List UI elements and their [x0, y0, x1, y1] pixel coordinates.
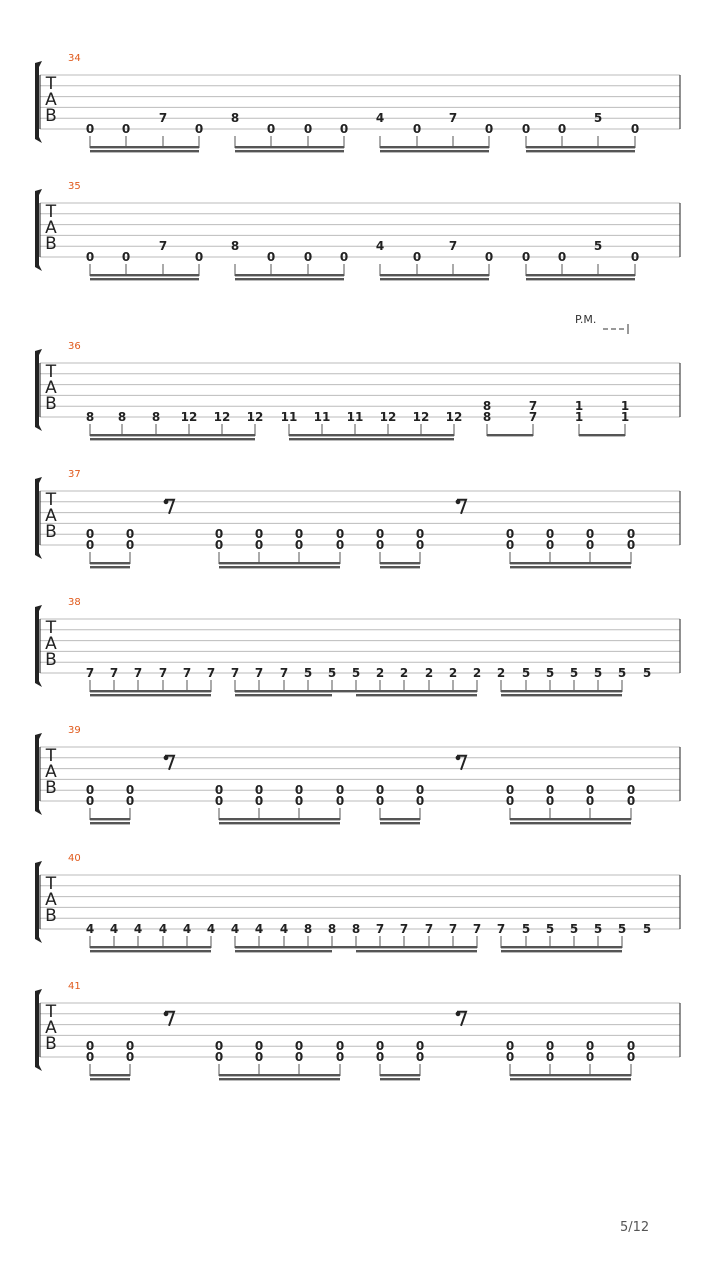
fret-number: 7 [158, 111, 168, 126]
tab-system-34 [35, 53, 680, 152]
fret-number: 0 [303, 122, 313, 136]
fret-number: 0 [585, 1050, 595, 1064]
fret-number: 7 [448, 111, 458, 126]
fret-number: 7 [206, 666, 216, 680]
fret-number: 0 [85, 783, 95, 798]
beam [90, 274, 199, 276]
tab-clef-letter: A [45, 890, 57, 910]
fret-number: 0 [335, 527, 345, 542]
fret-number: 0 [375, 783, 385, 798]
fret-number: 12 [412, 410, 430, 424]
beam [510, 562, 631, 564]
beam [90, 1074, 130, 1076]
fret-number: 0 [626, 527, 636, 542]
fret-number: 0 [254, 794, 264, 808]
rest-dot [164, 499, 169, 504]
fret-number: 0 [415, 1050, 425, 1064]
fret-number: 7 [182, 666, 192, 680]
fret-number: 4 [254, 922, 264, 936]
fret-number: 0 [194, 122, 204, 136]
fret-number: 0 [214, 527, 224, 542]
fret-number: 0 [214, 538, 224, 552]
fret-number: 0 [505, 783, 515, 798]
fret-number: 0 [85, 1039, 95, 1054]
fret-number: 8 [117, 410, 127, 424]
fret-number: 12 [180, 410, 198, 424]
beam [510, 818, 631, 820]
beam [487, 434, 533, 436]
beam [235, 274, 344, 276]
fret-number: 0 [375, 538, 385, 552]
fret-number: 1 [620, 410, 630, 424]
fret-number: 0 [505, 1039, 515, 1054]
fret-number: 4 [133, 922, 143, 936]
fret-number: 7 [158, 239, 168, 254]
fret-number: 2 [496, 666, 506, 680]
fret-number: 0 [545, 1050, 555, 1064]
fret-number: 0 [557, 250, 567, 264]
beam [356, 946, 477, 948]
beam [219, 818, 340, 820]
tab-system-39 [35, 725, 680, 824]
fret-number: 4 [375, 239, 385, 254]
fret-number: 5 [521, 666, 531, 680]
fret-number: 7 [528, 410, 538, 424]
fret-number: 7 [424, 922, 434, 936]
fret-number: 0 [85, 794, 95, 808]
tab-clef-letter: A [45, 90, 57, 110]
fret-number: 0 [85, 250, 95, 264]
fret-number: 0 [415, 538, 425, 552]
measure-number: 40 [68, 853, 81, 864]
measure-number: 39 [68, 725, 81, 736]
fret-number: 0 [626, 794, 636, 808]
beam [380, 146, 489, 148]
measure-number: 38 [68, 597, 81, 608]
fret-number: 0 [585, 1039, 595, 1054]
beam [380, 822, 420, 824]
system-brace [35, 61, 42, 143]
beam [501, 950, 622, 952]
fret-number: 0 [294, 538, 304, 552]
fret-number: 5 [545, 922, 555, 936]
fret-number: 2 [375, 666, 385, 680]
beam [90, 950, 211, 952]
beam [510, 822, 631, 824]
fret-number: 11 [313, 410, 331, 424]
tab-clef-letter: A [45, 506, 57, 526]
beam [90, 1078, 130, 1080]
beam [219, 1078, 340, 1080]
fret-number: 0 [254, 1039, 264, 1054]
fret-number: 0 [415, 527, 425, 542]
beam [235, 690, 356, 692]
fret-number: 0 [484, 122, 494, 136]
fret-number: 8 [482, 399, 492, 414]
measure-number: 35 [68, 181, 81, 192]
beam [90, 150, 199, 152]
fret-number: 0 [630, 122, 640, 136]
fret-number: 7 [230, 666, 240, 680]
beam [90, 146, 199, 148]
fret-number: 4 [109, 922, 119, 936]
rest-dot [164, 755, 169, 760]
fret-number: 0 [484, 250, 494, 264]
fret-number: 7 [109, 666, 119, 680]
page-number: 5/12 [620, 1220, 650, 1235]
beam [510, 1074, 631, 1076]
fret-number: 0 [626, 1050, 636, 1064]
fret-number: 12 [246, 410, 264, 424]
tab-clef-letter: A [45, 1018, 57, 1038]
tab-clef-letter: A [45, 634, 57, 654]
fret-number: 4 [230, 922, 240, 936]
fret-number: 0 [214, 1039, 224, 1054]
fret-number: 0 [125, 538, 135, 552]
tab-clef-letter: B [45, 906, 57, 926]
fret-number: 0 [254, 527, 264, 542]
fret-number: 0 [214, 794, 224, 808]
beam [526, 278, 635, 280]
beam [235, 950, 332, 952]
beam [235, 694, 332, 696]
tab-clef-letter: B [45, 394, 57, 414]
rest-dot [456, 755, 461, 760]
beam [90, 434, 255, 436]
beam [289, 438, 454, 440]
beam [380, 566, 420, 568]
tab-system-41 [35, 981, 680, 1080]
measure-number: 34 [68, 53, 81, 64]
fret-number: 0 [505, 527, 515, 542]
fret-number: 0 [585, 538, 595, 552]
fret-number: 0 [415, 794, 425, 808]
fret-number: 0 [412, 122, 422, 136]
tab-clef-letter: A [45, 218, 57, 238]
beam [90, 822, 130, 824]
fret-number: 7 [85, 666, 95, 680]
tab-clef-letter: T [45, 874, 57, 894]
beam [380, 818, 420, 820]
tab-clef-letter: T [45, 362, 57, 382]
fret-number: 0 [545, 783, 555, 798]
fret-number: 2 [424, 666, 434, 680]
beam [380, 1074, 420, 1076]
fret-number: 0 [254, 538, 264, 552]
fret-number: 5 [642, 666, 652, 680]
beam [380, 274, 489, 276]
beam [219, 822, 340, 824]
tab-clef-letter: B [45, 650, 57, 670]
fret-number: 4 [182, 922, 192, 936]
tab-clef-letter: B [45, 1034, 57, 1054]
fret-number: 8 [85, 410, 95, 424]
tab-clef-letter: T [45, 74, 57, 94]
rest-dot [456, 499, 461, 504]
fret-number: 8 [303, 922, 313, 936]
beam [90, 278, 199, 280]
fret-number: 0 [266, 250, 276, 264]
fret-number: 5 [303, 666, 313, 680]
fret-number: 0 [125, 527, 135, 542]
fret-number: 0 [375, 1050, 385, 1064]
beam [235, 150, 344, 152]
tab-clef-letter: B [45, 106, 57, 126]
fret-number: 0 [630, 250, 640, 264]
fret-number: 0 [626, 783, 636, 798]
fret-number: 0 [121, 122, 131, 136]
fret-number: 0 [85, 1050, 95, 1064]
beam [380, 1078, 420, 1080]
measure-number: 37 [68, 469, 81, 480]
beam [90, 562, 130, 564]
fret-number: 8 [327, 922, 337, 936]
fret-number: 2 [448, 666, 458, 680]
fret-number: 0 [375, 1039, 385, 1054]
fret-number: 8 [482, 410, 492, 424]
fret-number: 4 [279, 922, 289, 936]
fret-number: 0 [505, 1050, 515, 1064]
system-brace [35, 477, 42, 559]
beam [219, 1074, 340, 1076]
fret-number: 0 [545, 527, 555, 542]
fret-number: 7 [528, 399, 538, 414]
fret-number: 0 [521, 250, 531, 264]
fret-number: 12 [213, 410, 231, 424]
beam [90, 566, 130, 568]
beam [235, 946, 356, 948]
fret-number: 0 [545, 538, 555, 552]
fret-number: 7 [496, 922, 506, 936]
fret-number: 0 [194, 250, 204, 264]
beam [380, 150, 489, 152]
tab-clef-letter: T [45, 618, 57, 638]
fret-number: 0 [545, 1039, 555, 1054]
fret-number: 11 [346, 410, 364, 424]
fret-number: 4 [206, 922, 216, 936]
tab-system-38 [35, 597, 680, 696]
fret-number: 0 [125, 783, 135, 798]
system-brace [35, 861, 42, 943]
fret-number: 0 [335, 794, 345, 808]
fret-number: 0 [585, 783, 595, 798]
fret-number: 5 [593, 239, 603, 254]
fret-number: 5 [545, 666, 555, 680]
fret-number: 0 [294, 794, 304, 808]
fret-number: 0 [335, 783, 345, 798]
beam [501, 694, 622, 696]
fret-number: 0 [339, 122, 349, 136]
beam [90, 946, 211, 948]
fret-number: 0 [585, 794, 595, 808]
tab-system-37 [35, 469, 680, 568]
fret-number: 7 [448, 922, 458, 936]
beam [235, 278, 344, 280]
fret-number: 0 [254, 1050, 264, 1064]
fret-number: 0 [335, 538, 345, 552]
fret-number: 5 [593, 922, 603, 936]
beam [501, 946, 622, 948]
fret-number: 11 [280, 410, 298, 424]
fret-number: 0 [505, 538, 515, 552]
system-brace [35, 605, 42, 687]
fret-number: 0 [85, 527, 95, 542]
tab-clef-letter: A [45, 762, 57, 782]
fret-number: 12 [379, 410, 397, 424]
beam [510, 1078, 631, 1080]
fret-number: 7 [279, 666, 289, 680]
fret-number: 0 [335, 1050, 345, 1064]
fret-number: 0 [303, 250, 313, 264]
fret-number: 2 [399, 666, 409, 680]
fret-number: 5 [617, 666, 627, 680]
fret-number: 0 [545, 794, 555, 808]
fret-number: 5 [569, 922, 579, 936]
beam [356, 694, 477, 696]
beam [510, 566, 631, 568]
tab-clef-letter: T [45, 490, 57, 510]
fret-number: 0 [85, 538, 95, 552]
measure-number: 36 [68, 341, 81, 352]
beam [501, 690, 622, 692]
fret-number: 5 [593, 666, 603, 680]
fret-number: 0 [254, 783, 264, 798]
fret-number: 0 [294, 1050, 304, 1064]
fret-number: 0 [125, 1050, 135, 1064]
fret-number: 0 [125, 1039, 135, 1054]
fret-number: 5 [327, 666, 337, 680]
fret-number: 0 [294, 1039, 304, 1054]
fret-number: 5 [642, 922, 652, 936]
fret-number: 0 [214, 783, 224, 798]
tab-clef-letter: T [45, 202, 57, 222]
fret-number: 5 [351, 666, 361, 680]
tab-clef-letter: T [45, 746, 57, 766]
fret-number: 5 [617, 922, 627, 936]
system-brace [35, 733, 42, 815]
fret-number: 0 [412, 250, 422, 264]
tab-clef-letter: T [45, 1002, 57, 1022]
rest-dot [164, 1011, 169, 1016]
fret-number: 4 [158, 922, 168, 936]
system-brace [35, 189, 42, 271]
fret-number: 0 [585, 527, 595, 542]
fret-number: 7 [158, 666, 168, 680]
fret-number: 7 [448, 239, 458, 254]
beam [526, 150, 635, 152]
fret-number: 0 [521, 122, 531, 136]
fret-number: 0 [339, 250, 349, 264]
fret-number: 0 [505, 794, 515, 808]
fret-number: 7 [472, 922, 482, 936]
fret-number: 0 [294, 527, 304, 542]
tab-clef-letter: B [45, 778, 57, 798]
tab-clef-letter: A [45, 378, 57, 398]
beam [90, 694, 211, 696]
fret-number: 12 [445, 410, 463, 424]
beam [356, 690, 477, 692]
fret-number: 8 [151, 410, 161, 424]
fret-number: 0 [415, 1039, 425, 1054]
fret-number: 0 [85, 122, 95, 136]
fret-number: 0 [626, 538, 636, 552]
fret-number: 0 [415, 783, 425, 798]
fret-number: 7 [375, 922, 385, 936]
beam [219, 566, 340, 568]
rest-dot [456, 1011, 461, 1016]
beam [380, 278, 489, 280]
fret-number: 0 [214, 1050, 224, 1064]
beam [526, 274, 635, 276]
measure-number: 41 [68, 981, 81, 992]
fret-number: 0 [626, 1039, 636, 1054]
fret-number: 4 [375, 111, 385, 126]
fret-number: 0 [266, 122, 276, 136]
fret-number: 1 [574, 410, 584, 424]
fret-number: 5 [521, 922, 531, 936]
fret-number: 7 [254, 666, 264, 680]
fret-number: 7 [133, 666, 143, 680]
tab-clef-letter: B [45, 234, 57, 254]
beam [219, 562, 340, 564]
fret-number: 0 [557, 122, 567, 136]
fret-number: 1 [574, 399, 584, 414]
beam [380, 562, 420, 564]
fret-number: 8 [230, 239, 240, 254]
beam [90, 438, 255, 440]
beam [289, 434, 454, 436]
fret-number: 0 [335, 1039, 345, 1054]
tab-clef-letter: B [45, 522, 57, 542]
beam [526, 146, 635, 148]
fret-number: 0 [375, 794, 385, 808]
fret-number: 5 [569, 666, 579, 680]
fret-number: 7 [399, 922, 409, 936]
fret-number: 2 [472, 666, 482, 680]
beam [235, 146, 344, 148]
fret-number: 8 [230, 111, 240, 126]
beam [90, 690, 211, 692]
fret-number: 0 [375, 527, 385, 542]
fret-number: 8 [351, 922, 361, 936]
tab-system-35 [35, 181, 680, 280]
beam [90, 818, 130, 820]
system-brace [35, 989, 42, 1071]
fret-number: 0 [121, 250, 131, 264]
beam [356, 950, 477, 952]
tab-system-40 [35, 853, 680, 952]
fret-number: 0 [125, 794, 135, 808]
fret-number: 1 [620, 399, 630, 414]
fret-number: 5 [593, 111, 603, 126]
tab-system-36 [35, 313, 680, 440]
beam [579, 434, 625, 436]
fret-number: 0 [294, 783, 304, 798]
fret-number: 4 [85, 922, 95, 936]
system-brace [35, 349, 42, 431]
palm-mute-label: P.M. [575, 313, 597, 326]
